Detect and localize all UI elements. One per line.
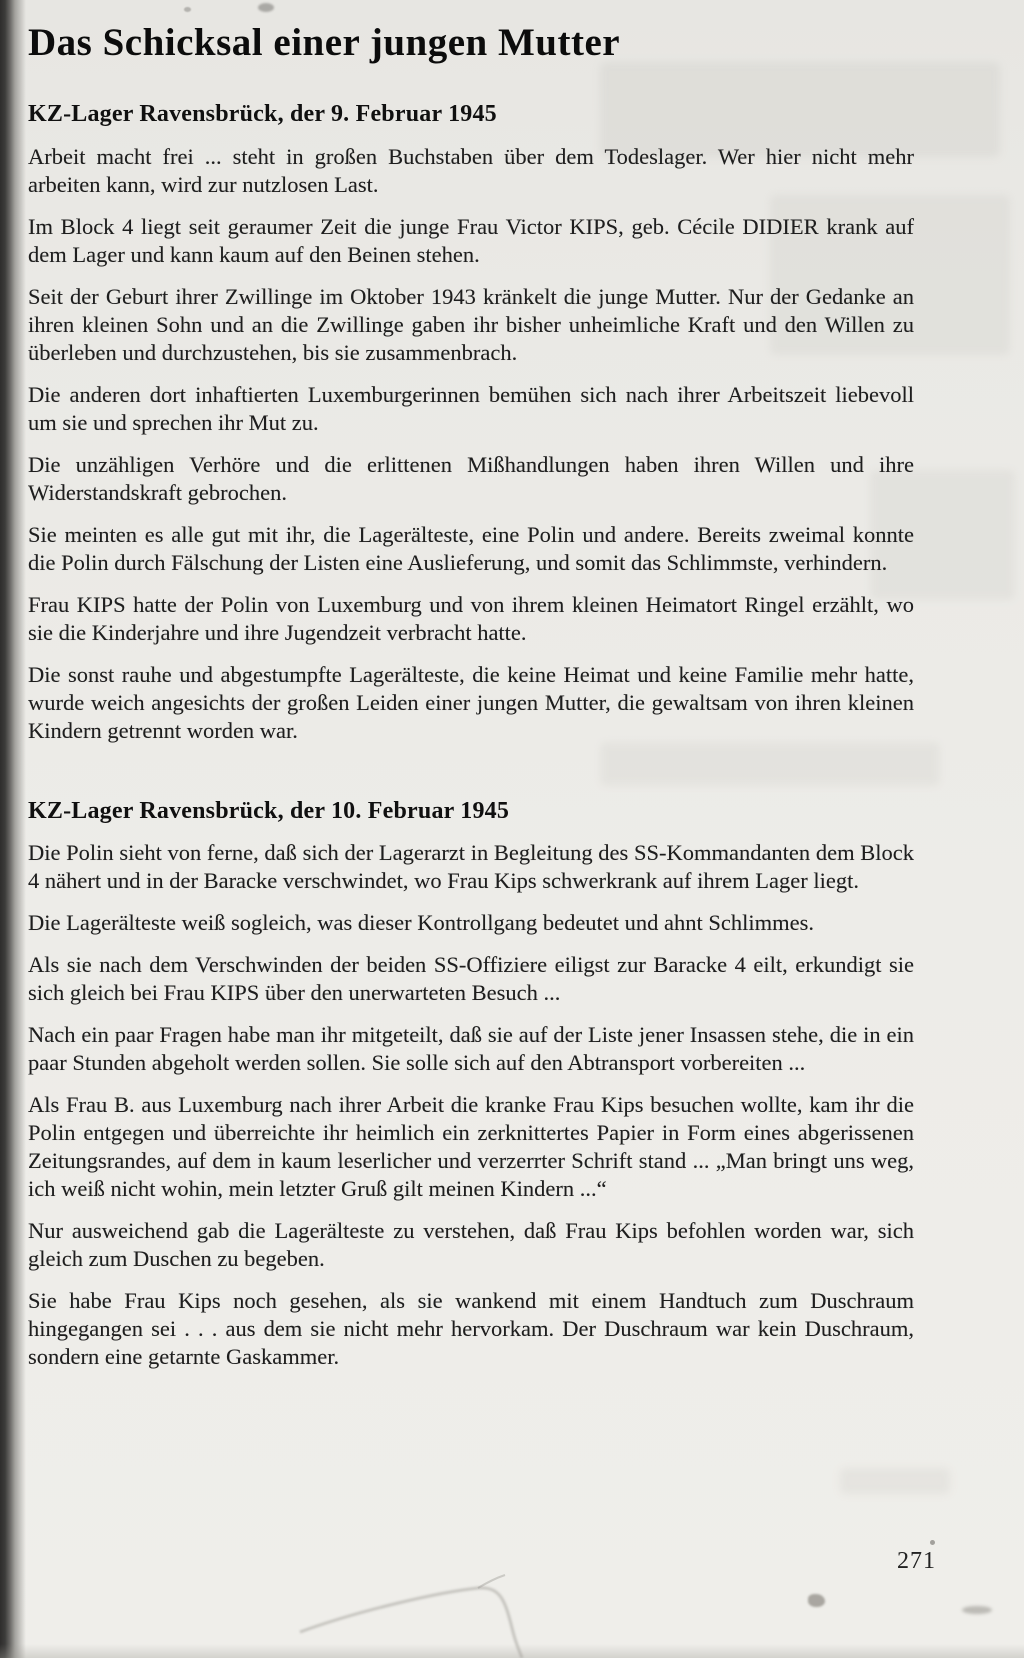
- paragraph: Als sie nach dem Verschwinden der beiden SS-Offiziere eiligst zur Baracke 4 eilt, erkundigt sie sich gleich bei Frau KIPS über den unerwarteten Besuch ...: [28, 952, 914, 1006]
- paragraph: Nur ausweichend gab die Lagerälteste zu verstehen, daß Frau Kips befohlen worden war, sich gleich zum Duschen zu begeben.: [28, 1218, 914, 1272]
- section-heading-february-9: KZ-Lager Ravensbrück, der 9. Februar 1945: [28, 100, 497, 127]
- section-february-10: [28, 797, 914, 1372]
- section-heading-february-10: KZ-Lager Ravensbrück, der 10. Februar 1945: [28, 797, 510, 824]
- paragraph: Die Polin sieht von ferne, daß sich der Lagerarzt in Begleitung des SS-Kommandanten dem Block 4 nähert und in der Baracke verschwindet, wo Frau Kips schwerkrank auf ihrem Lager liegt.: [28, 840, 914, 894]
- section-february-9: [28, 100, 914, 745]
- paragraph: Frau KIPS hatte der Polin von Luxemburg und von ihrem kleinen Heimatort Ringel erzählt, wo sie die Kinderjahre und ihre Jugendzeit verbracht hatte.: [28, 591, 914, 645]
- paragraph: Die unzähligen Verhöre und die erlittenen Mißhandlungen haben ihren Willen und ihre Widerstandskraft gebrochen.: [28, 451, 914, 505]
- paragraph: Die anderen dort inhaftierten Luxemburgerinnen bemühen sich nach ihrer Arbeitszeit liebevoll um sie und sprechen ihr Mut zu.: [28, 381, 914, 435]
- paragraph: Als Frau B. aus Luxemburg nach ihrer Arbeit die kranke Frau Kips besuchen wollte, kam ihr die Polin entgegen und überreichte ihr heimlich ein zerknittertes Papier in Form eines abgerissenen Zeitungsrandes, auf dem in kaum leserlicher und verzerrter Schrift stand ... „Man bringt uns weg, ich weiß nicht wohin, mein letzter Gruß gilt meinen Kindern ...“: [28, 1092, 914, 1202]
- page-number: 271: [897, 1548, 936, 1574]
- page-title: Das Schicksal einer jungen Mutter: [28, 21, 621, 64]
- scan-bottom-edge-shadow: [0, 1644, 1024, 1658]
- paragraph: Seit der Geburt ihrer Zwillinge im Oktober 1943 kränkelt die junge Mutter. Nur der Gedanke an ihren kleinen Sohn und an die Zwillinge gaben ihr bisher unheimliche Kraft und den Willen zu überleben und durchzustehen, bis sie zusammenbrach.: [28, 283, 914, 365]
- paragraph: Im Block 4 liegt seit geraumer Zeit die junge Frau Victor KIPS, geb. Cécile DIDIER krank auf dem Lager und kann kaum auf den Beinen stehen.: [28, 213, 914, 267]
- scan-left-edge-shadow: [0, 0, 26, 1658]
- paragraph: Die sonst rauhe und abgestumpfte Lagerälteste, die keine Heimat und keine Familie mehr hatte, wurde weich angesichts der großen Leiden einer jungen Mutter, die gewaltsam von ihren kleinen Kindern getrennt worden war.: [28, 661, 914, 743]
- paragraph: Die Lagerälteste weiß sogleich, was dieser Kontrollgang bedeutet und ahnt Schlimmes.: [28, 910, 815, 936]
- paragraph: Sie meinten es alle gut mit ihr, die Lagerälteste, eine Polin und andere. Bereits zweimal konnte die Polin durch Fälschung der Listen eine Auslieferung, und somit das Schlimmste, verhindern.: [28, 521, 914, 575]
- paragraph: Nach ein paar Fragen habe man ihr mitgeteilt, daß sie auf der Liste jener Insassen stehe, die in ein paar Stunden abgeholt werden sollen. Sie solle sich auf den Abtransport vorbereiten ...: [28, 1022, 914, 1076]
- paragraph: Sie habe Frau Kips noch gesehen, als sie wankend mit einem Handtuch zum Duschraum hingegangen sei . . . aus dem sie nicht mehr hervorkam. Der Duschraum war kein Duschraum, sondern eine getarnte Gaskammer.: [28, 1288, 914, 1370]
- paragraph: Arbeit macht frei ... steht in großen Buchstaben über dem Todeslager. Wer hier nicht mehr arbeiten kann, wird zur nutzlosen Last.: [28, 143, 914, 197]
- page-content: [28, 0, 914, 1371]
